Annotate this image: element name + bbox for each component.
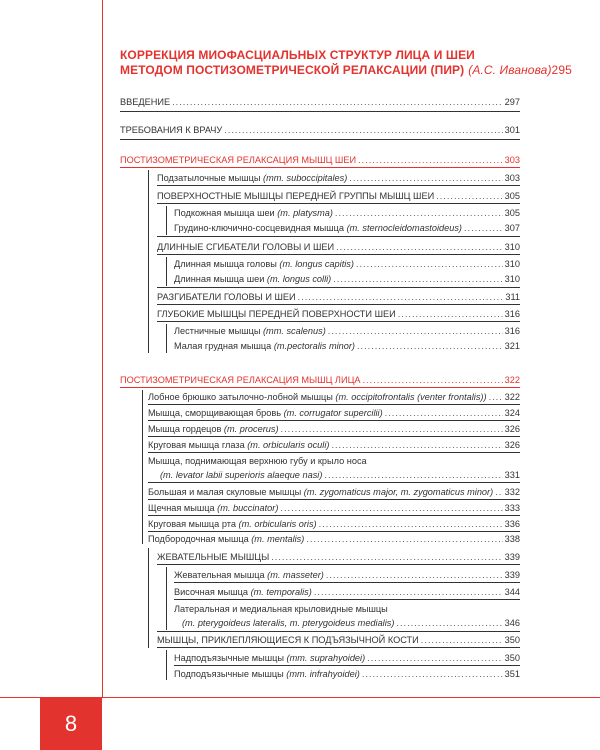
group-bar bbox=[148, 170, 149, 353]
divider bbox=[148, 499, 520, 500]
toc-entry-longus-colli[interactable]: Длинная мышца шеи (m. longus colli) ..... 310 bbox=[174, 273, 520, 285]
chapter-author: (А.С. Иванова) bbox=[468, 63, 552, 77]
divider bbox=[120, 111, 520, 112]
divider bbox=[157, 236, 520, 237]
divider bbox=[157, 321, 520, 322]
toc-entry-procerus[interactable]: Мышца гордецов (m. procerus) ..... 326 bbox=[148, 423, 520, 435]
toc-entry-intro[interactable]: ВВЕДЕНИЕ ..... 297 bbox=[120, 96, 520, 108]
divider bbox=[157, 564, 520, 565]
subgroup-bar bbox=[166, 257, 167, 286]
chapter-title-2: МЕТОДОМ ПОСТИЗОМЕТРИЧЕСКОЙ РЕЛАКСАЦИИ (ПИР) bbox=[120, 63, 465, 77]
toc-entry-frontalis[interactable]: Лобное брюшко затылочно-лобной мышцы (m. occipitofrontalis (venter frontalis)) ..... 322 bbox=[148, 391, 520, 403]
toc-entry-orbicularis-oculi[interactable]: Круговая мышца глаза (m. orbicularis oculi) ..... 326 bbox=[148, 439, 520, 451]
divider bbox=[157, 287, 520, 288]
divider bbox=[148, 515, 520, 516]
chapter-title-line-2 bbox=[120, 63, 572, 78]
toc-entry-flexors[interactable]: ДЛИННЫЕ СГИБАТЕЛИ ГОЛОВЫ И ШЕИ ..... 310 bbox=[157, 241, 520, 253]
toc-entry-masseter[interactable]: Жевательная мышца (m. masseter) ..... 339 bbox=[174, 569, 520, 581]
toc-entry-requirements[interactable]: ТРЕБОВАНИЯ К ВРАЧУ ..... 301 bbox=[120, 124, 520, 136]
page-frame-vertical-line bbox=[102, 0, 103, 698]
chapter-title-1: КОРРЕКЦИЯ МИОФАСЦИАЛЬНЫХ СТРУКТУР ЛИЦА И ШЕИ bbox=[120, 48, 475, 62]
divider bbox=[157, 254, 520, 255]
toc-entry-buccinator[interactable]: Щечная мышца (m. buccinator) ..... 333 bbox=[148, 502, 520, 514]
page-number: 8 bbox=[40, 698, 102, 750]
divider bbox=[174, 582, 520, 583]
toc-entry-platysma[interactable]: Подкожная мышца шеи (m. platysma) ..... 305 bbox=[174, 207, 520, 219]
divider-red bbox=[120, 387, 520, 388]
toc-entry-deep[interactable]: ГЛУБОКИЕ МЫШЦЫ ПЕРЕДНЕЙ ПОВЕРХНОСТИ ШЕИ ..... 316 bbox=[157, 308, 520, 320]
toc-entry-pterygoid-title[interactable]: Латеральная и медиальная крыловидные мышцы bbox=[174, 604, 388, 614]
subgroup-bar bbox=[166, 324, 167, 353]
toc-entry-masticatory[interactable]: ЖЕВАТЕЛЬНЫЕ МЫШЦЫ ..... 339 bbox=[157, 551, 520, 563]
toc-entry-zygomatic[interactable]: Большая и малая скуловые мышцы (m. zygomaticus major, m. zygomaticus minor) ..... 332 bbox=[148, 486, 520, 498]
divider bbox=[148, 404, 520, 405]
toc-section-neck[interactable]: ПОСТИЗОМЕТРИЧЕСКАЯ РЕЛАКСАЦИЯ МЫШЦ ШЕИ ..... 303 bbox=[120, 154, 520, 166]
toc-entry-superficial[interactable]: ПОВЕРХНОСТНЫЕ МЫШЦЫ ПЕРЕДНЕЙ ГРУППЫ МЫШЦ ШЕИ ..... 305 bbox=[157, 190, 520, 202]
divider bbox=[157, 185, 520, 186]
group-bar bbox=[148, 548, 149, 648]
divider bbox=[148, 436, 520, 437]
divider bbox=[148, 482, 520, 483]
subgroup-bar bbox=[166, 206, 167, 235]
toc-entry-levator-latin[interactable]: (m. levator labii superioris alaeque nasi) ..... 331 bbox=[160, 469, 520, 481]
divider-red bbox=[120, 167, 520, 168]
toc-entry-pectoralis[interactable]: Малая грудная мышца (m.pectoralis minor) ..... 321 bbox=[174, 340, 520, 352]
divider bbox=[174, 599, 520, 600]
toc-entry-scalenus[interactable]: Лестничные мышцы (mm. scalenus) ..... 316 bbox=[174, 325, 520, 337]
toc-entry-longus-capitis[interactable]: Длинная мышца головы (m. longus capitis) ..... 310 bbox=[174, 258, 520, 270]
toc-entry-scm[interactable]: Грудино-ключично-сосцевидная мышца (m. sternocleidomastoideus) ..... 307 bbox=[174, 222, 520, 234]
divider bbox=[148, 420, 520, 421]
subgroup-bar bbox=[166, 567, 167, 630]
group-bar bbox=[142, 390, 143, 544]
divider bbox=[148, 452, 520, 453]
toc-entry-infrahyoid[interactable]: Подподъязычные мышцы (mm. infrahyoidei) ..... 351 bbox=[174, 668, 520, 680]
toc-entry-mentalis[interactable]: Подбородочная мышца (m. mentalis) ..... 338 bbox=[148, 533, 520, 545]
toc-entry-suboccipital[interactable]: Подзатылочные мышцы (mm. suboccipitales) ..... 303 bbox=[157, 172, 520, 184]
divider bbox=[157, 647, 520, 648]
toc-entry-levator-title[interactable]: Мышца, поднимающая верхнюю губу и крыло носа bbox=[148, 456, 367, 466]
divider bbox=[157, 203, 520, 204]
toc-entry-hyoid[interactable]: МЫШЦЫ, ПРИКЛЕПЛЯЮЩИЕСЯ К ПОДЪЯЗЫЧНОЙ КОСТИ ..... 350 bbox=[157, 634, 520, 646]
chapter-title-line-1 bbox=[120, 48, 520, 63]
chapter-page: 295 bbox=[551, 63, 572, 77]
divider bbox=[148, 531, 520, 532]
subgroup-bar bbox=[166, 650, 167, 680]
divider bbox=[174, 665, 520, 666]
toc-entry-pterygoid-latin[interactable]: (m. pterygoideus lateralis, m. pterygoideus medialis) ..... 346 bbox=[182, 617, 520, 629]
divider bbox=[157, 631, 520, 632]
toc-entry-orbicularis-oris[interactable]: Круговая мышца рта (m. orbicularis oris) ..... 336 bbox=[148, 518, 520, 530]
toc-section-face[interactable]: ПОСТИЗОМЕТРИЧЕСКАЯ РЕЛАКСАЦИЯ МЫШЦ ЛИЦА ..... 322 bbox=[120, 374, 520, 386]
divider bbox=[120, 139, 520, 140]
toc-entry-suprahyoid[interactable]: Надподъязычные мышцы (mm. suprahyoidei) ..... 350 bbox=[174, 652, 520, 664]
toc-entry-corrugator[interactable]: Мышца, сморщивающая бровь (m. corrugator supercilii) ..... 324 bbox=[148, 407, 520, 419]
toc-entry-extensors[interactable]: РАЗГИБАТЕЛИ ГОЛОВЫ И ШЕИ ..... 311 bbox=[157, 291, 520, 303]
chapter-header bbox=[120, 48, 572, 78]
divider bbox=[157, 304, 520, 305]
toc-entry-temporalis[interactable]: Височная мышца (m. temporalis) ..... 344 bbox=[174, 586, 520, 598]
